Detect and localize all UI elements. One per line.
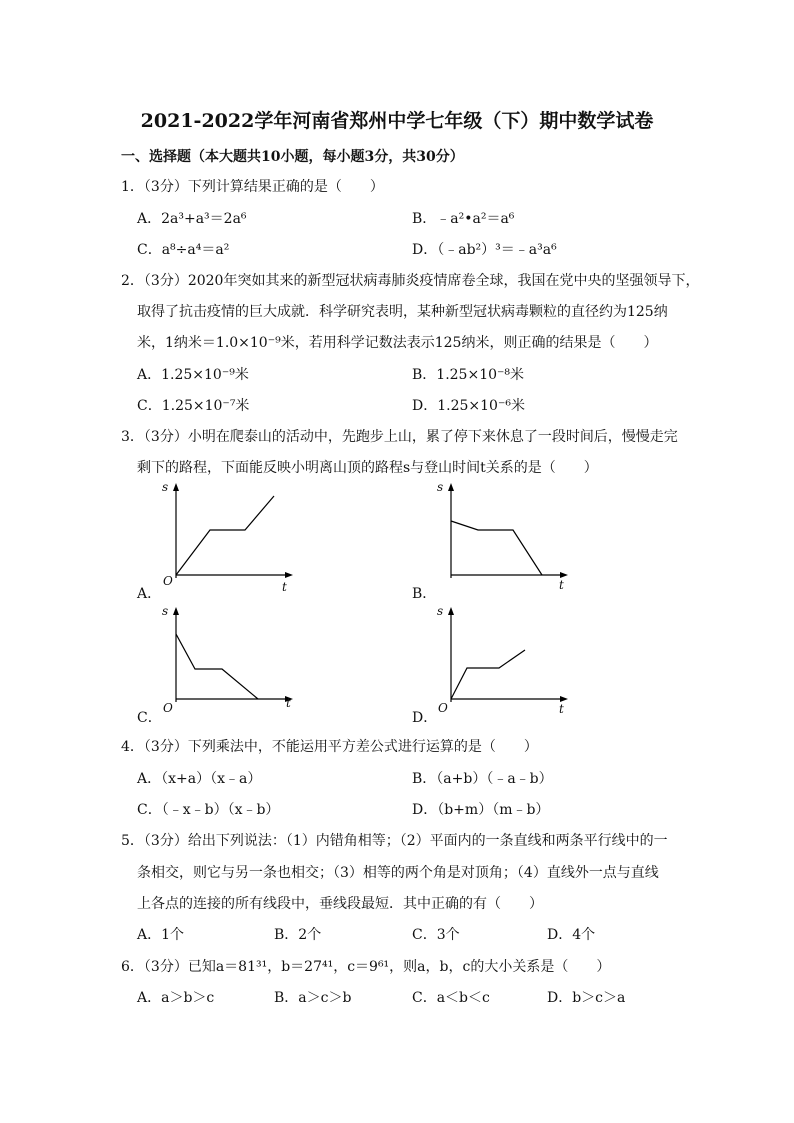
q3-stem-line-2: 剩下的路程，下面能反映小明离山顶的路程s与登山时间t关系的是（ ） (137, 460, 598, 476)
q2-stem-line-2: 取得了抗击疫情的巨大成就．科学研究表明，某种新型冠状病毒颗粒的直径约为125纳 (137, 304, 668, 320)
q2-stem-line-3: 米，1纳米＝1.0×10⁻⁹米，若用科学记数法表示125纳米，则正确的结果是（ ） (137, 335, 658, 351)
origin-label: O (163, 701, 173, 715)
origin-label: O (163, 574, 173, 588)
q2-option-b[interactable]: B．1.25×10⁻⁸米 (412, 367, 525, 383)
q3-graph-d (425, 602, 575, 731)
q4-option-b[interactable]: B．（a+b）（﹣a﹣b） (412, 771, 553, 787)
q3-option-a[interactable]: A． (137, 586, 162, 602)
origin-label: O (438, 701, 448, 715)
q5-stem-line-2: 条相交，则它与另一条也相交；（3）相等的两个角是对顶角；（4）直线外一点与直线 (137, 865, 659, 881)
q6-option-d[interactable]: D．b＞c＞a (547, 990, 626, 1006)
q1-option-b[interactable]: B．﹣a²•a²＝a⁶ (412, 211, 515, 227)
q6-option-a[interactable]: A．a＞b＞c (137, 990, 215, 1006)
q1-option-d[interactable]: D．（﹣ab²）³＝﹣a³a⁶ (412, 242, 557, 258)
q2-option-c[interactable]: C．1.25×10⁻⁷米 (137, 398, 250, 414)
y-axis-label: s (437, 480, 444, 494)
y-axis-label: s (437, 604, 444, 618)
q3-graph-a (150, 478, 300, 607)
q4-option-a[interactable]: A．（x+a）（x﹣a） (137, 771, 262, 787)
q1-stem: 1．（3分）下列计算结果正确的是（ ） (121, 179, 384, 195)
x-axis-label: t (559, 578, 564, 592)
q4-option-d[interactable]: D．（b+m）（m﹣b） (412, 802, 550, 818)
q4-stem: 4．（3分）下列乘法中，不能运用平方差公式进行运算的是（ ） (121, 739, 538, 755)
exam-title: 2021-2022学年河南省郑州中学七年级（下）期中数学试卷 (140, 110, 654, 132)
q5-option-a[interactable]: A．1个 (137, 927, 185, 943)
q5-option-c[interactable]: C．3个 (412, 927, 460, 943)
q3-graph-b (425, 478, 575, 607)
y-axis-label: s (162, 604, 169, 618)
q5-stem-line-3: 上各点的连接的所有线段中，垂线段最短．其中正确的有（ ） (137, 896, 543, 912)
q4-option-c[interactable]: C．（﹣x﹣b）（x﹣b） (137, 802, 280, 818)
q3-option-b[interactable]: B． (412, 586, 437, 602)
q5-option-b[interactable]: B．2个 (274, 927, 322, 943)
q3-stem-line-1: 3．（3分）小明在爬泰山的活动中，先跑步上山，累了停下来休息了一段时间后，慢慢走完 (121, 429, 678, 445)
x-axis-label: t (286, 696, 291, 710)
q3-option-d[interactable]: D． (412, 710, 438, 726)
q1-option-a[interactable]: A．2a³+a³＝2a⁶ (137, 211, 247, 227)
q5-stem-line-1: 5．（3分）给出下列说法：（1）内错角相等；（2）平面内的一条直线和两条平行线中的一 (121, 833, 668, 849)
q3-option-c[interactable]: C． (137, 710, 162, 726)
q5-option-d[interactable]: D．4个 (547, 927, 596, 943)
x-axis-label: t (282, 580, 287, 594)
q6-option-c[interactable]: C．a＜b＜c (412, 990, 490, 1006)
q6-option-b[interactable]: B．a＞c＞b (274, 990, 352, 1006)
y-axis-label: s (162, 480, 169, 494)
x-axis-label: t (559, 702, 564, 716)
q2-stem-line-1: 2．（3分）2020年突如其来的新型冠状病毒肺炎疫情席卷全球，我国在党中央的坚强领导下， (121, 273, 700, 289)
q3-graph-c (150, 602, 300, 731)
q6-stem: 6．（3分）已知a＝81³¹，b＝27⁴¹，c＝9⁶¹，则a，b，c的大小关系是（ ） (121, 959, 611, 975)
section-heading: 一、选择题（本大题共10小题，每小题3分，共30分） (121, 149, 464, 165)
q2-option-d[interactable]: D．1.25×10⁻⁶米 (412, 398, 525, 414)
q2-option-a[interactable]: A．1.25×10⁻⁹米 (137, 367, 249, 383)
q1-option-c[interactable]: C．a⁸÷a⁴＝a² (137, 242, 230, 258)
